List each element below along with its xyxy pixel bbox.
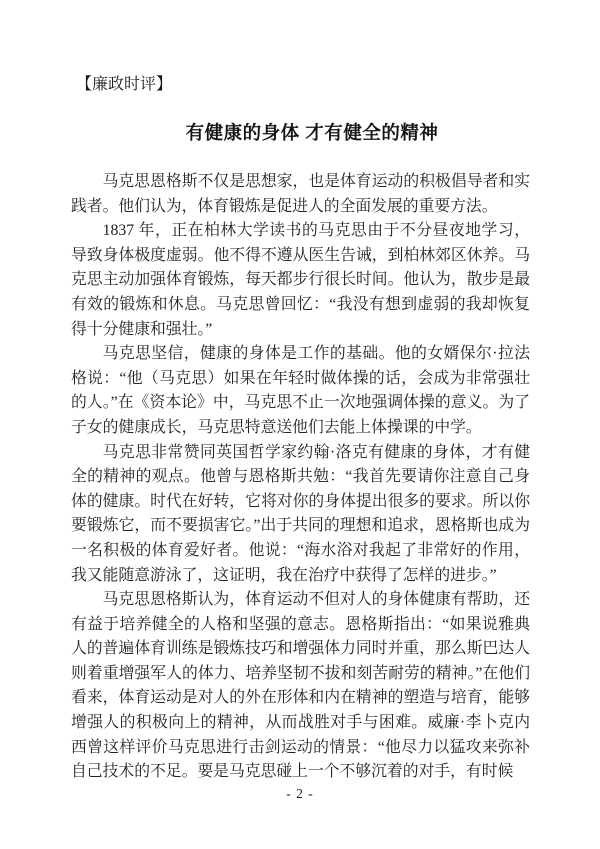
paragraph-1: 马克思恩格斯不仅是思想家，也是体育运动的积极倡导者和实践者。他们认为，体育锻炼是促进人的全面发展的重要方法。 (71, 173, 530, 215)
category-tag: 【廉政时评】 (76, 76, 173, 93)
page-title: 有健康的身体 才有健全的精神 (185, 122, 439, 143)
paragraph-3: 马克思坚信，健康的身体是工作的基础。他的女婿保尔·拉法格说：“他（马克思）如果在年轻时做体操的话，会成为非常强壮的人。”在《资本论》中，马克思不止一次地强调体操的意义。为了子女的健康成长，马克思特意送他们去能上体操课的中学。 (71, 345, 530, 436)
paragraph-5: 马克思恩格斯认为，体育运动不但对人的身体健康有帮助，还有益于培养健全的人格和坚强的意志。恩格斯指出：“如果说雅典人的普遍体育训练是锻炼技巧和增强体力同时并重，那么斯巴达人则着重增强军人的体力、培养坚韧不拔和刻苦耐劳的精神。”在他们看来，体育运动是对人的外在形体和内在精神的塑造与培育，能够增强人的积极向上的精神，从而战胜对手与困难。威廉·李卜克内西曾这样评价马克思进行击剑运动的情景：“他尽力以猛攻来弥补自己技术的不足。要是马克思碰上一个不够沉着的对手，有时候 (71, 591, 530, 781)
paragraph-4: 马克思非常赞同英国哲学家约翰·洛克有健康的身体，才有健全的精神的观点。他曾与恩格斯共勉：“我首先要请你注意自己身体的健康。时代在好转，它将对你的身体提出很多的要求。所以你要锻炼它，而不要损害它。”出于共同的理想和追求，恩格斯也成为一名积极的体育爱好者。他说：“海水浴对我起了非常好的作用，我又能随意游泳了，这证明，我在治疗中获得了怎样的进步。” (71, 443, 530, 584)
paragraph-2: 1837 年，正在柏林大学读书的马克思由于不分昼夜地学习，导致身体极度虚弱。他不得不遵从医生告诫，到柏林郊区休养。马克思主动加强体育锻炼，每天都步行很长时间。他认为，散步是最有效的锻炼和休息。马克思曾回忆：“我没有想到虚弱的我却恢复得十分健康和强壮。” (71, 222, 530, 338)
document-body (71, 170, 530, 785)
page-number: - 2 - (286, 786, 314, 801)
